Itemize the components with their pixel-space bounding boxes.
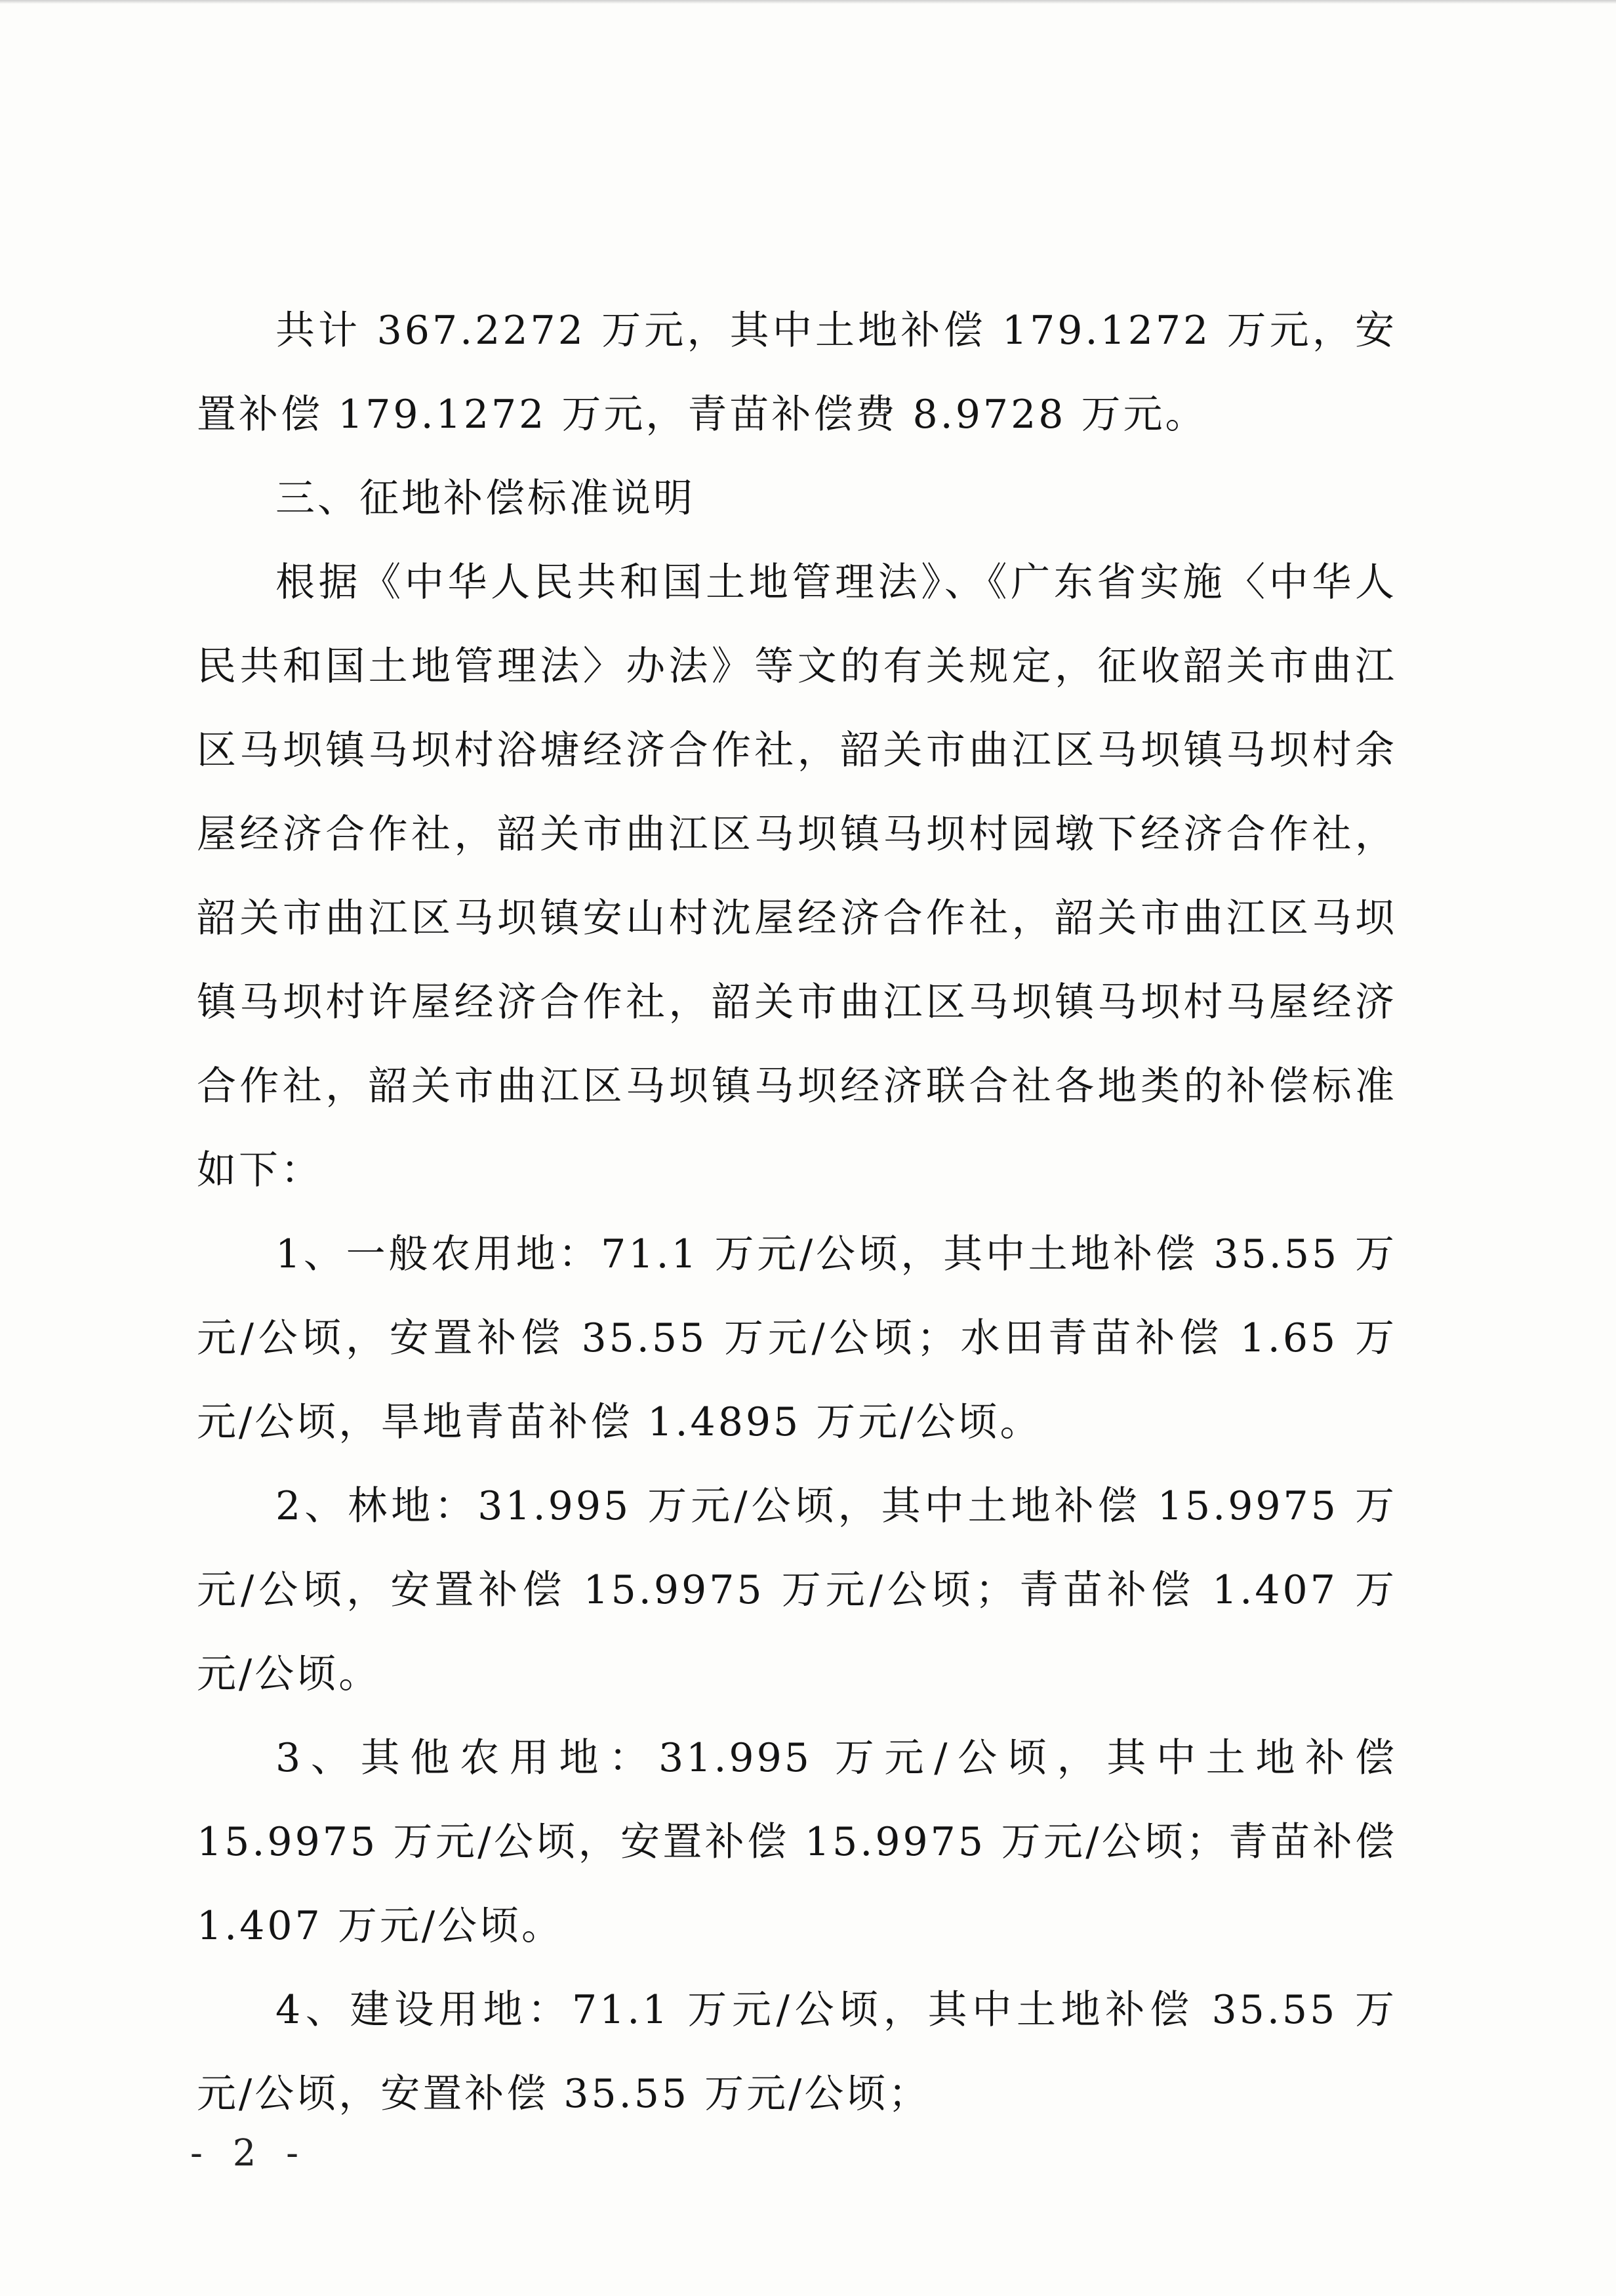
paragraph-legal-basis: 根据《中华人民共和国土地管理法》、《广东省实施〈中华人民共和国土地管理法〉办法》等文的有关规定，征收韶关市曲江区马坝镇马坝村浴塘经济合作社，韶关市曲江区马坝镇马坝村余屋经济合作社，韶关市曲江区马坝镇马坝村园墩下经济合作社，韶关市曲江区马坝镇安山村沈屋经济合作社，韶关市曲江区马坝镇马坝村许屋经济合作社，韶关市曲江区马坝镇马坝村马屋经济合作社，韶关市曲江区马坝镇马坝经济联合社各地类的补偿标准如下： [197,560,1397,1193]
paragraph-other-farmland: 3、其他农用地：31.995 万元/公顷，其中土地补偿 15.9975 万元/公顷，安置补偿 15.9975 万元/公顷；青苗补偿 1.407 万元/公顷。 [197,1735,1397,1949]
paragraph-construction-land: 4、建设用地：71.1 万元/公顷，其中土地补偿 35.55 万元/公顷，安置补偿 35.55 万元/公顷； [197,1987,1397,2117]
document-body [197,289,1397,2136]
paragraph-compensation-total: 共计 367.2272 万元，其中土地补偿 179.1272 万元，安置补偿 179.1272 万元，青苗补偿费 8.9728 万元。 [197,308,1397,438]
paragraph-forest-land: 2、林地：31.995 万元/公顷，其中土地补偿 15.9975 万元/公顷，安置补偿 15.9975 万元/公顷；青苗补偿 1.407 万元/公顷。 [197,1483,1397,1697]
page-number: - 2 - [190,2132,308,2175]
paragraph-general-farmland: 1、一般农用地：71.1 万元/公顷，其中土地补偿 35.55 万元/公顷，安置补偿 35.55 万元/公顷；水田青苗补偿 1.65 万元/公顷，旱地青苗补偿 1.4895 万元/公顷。 [197,1231,1397,1445]
scan-top-edge [0,0,1616,4]
section-heading-standards: 三、征地补偿标准说明 [275,476,695,522]
